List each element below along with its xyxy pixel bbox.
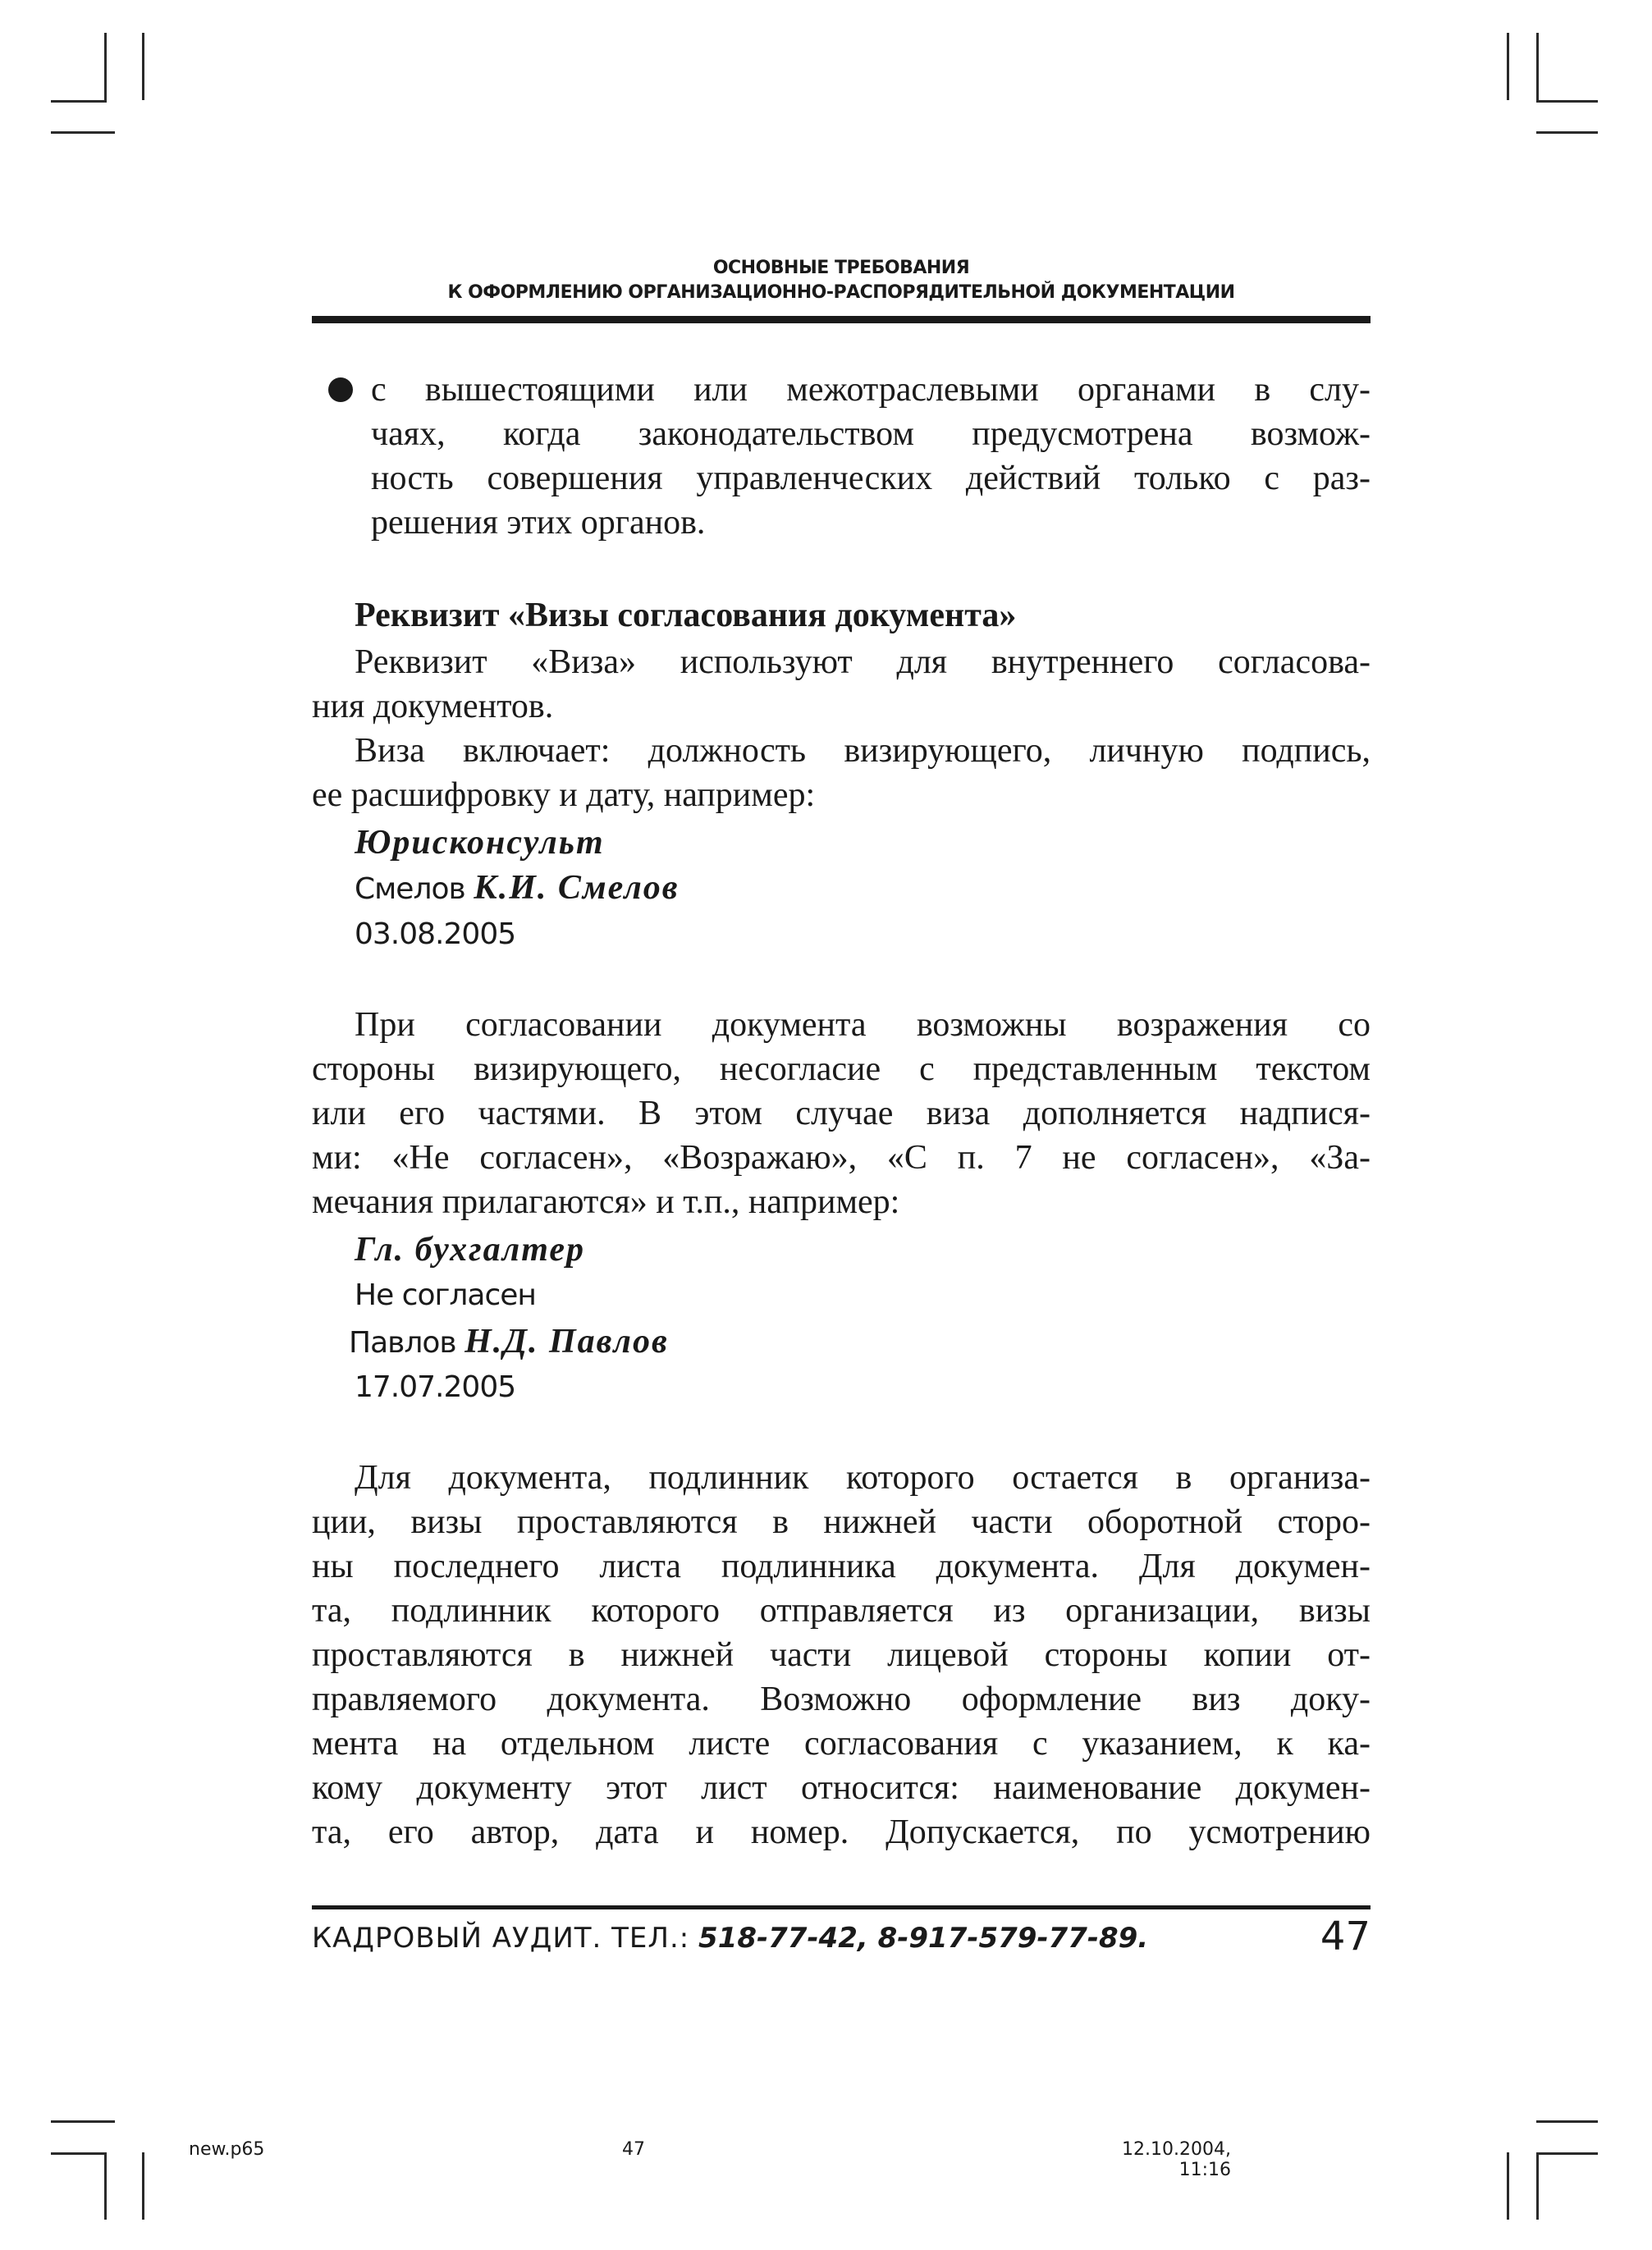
footer-label: КАДРОВЫЙ АУДИТ. ТЕЛ.: (312, 1922, 690, 1955)
crop-mark (1536, 33, 1539, 100)
running-header (312, 256, 1371, 305)
text-line: стороны визирующего, несогласие с представленным текстом (312, 1050, 1371, 1088)
visa-name: Н.Д. Павлов (464, 1323, 669, 1361)
bullet-text-last (371, 501, 705, 545)
text-line: ее расшифровку и дату, например: (312, 776, 816, 814)
crop-mark (1536, 2152, 1539, 2220)
handwritten-signature: Павлов (349, 1326, 456, 1360)
paragraph (355, 1003, 1371, 1047)
text-line: чаях, когда законодательством предусмотрена возмож- (371, 415, 1371, 453)
visa-date: 03.08.2005 (355, 917, 516, 951)
text-line: мента на отдельном листе согласования с указанием, к ка- (312, 1725, 1371, 1763)
slug-filename: new.p65 (189, 2139, 265, 2160)
text-line: та, его автор, дата и номер. Допускается, по усмотрению (312, 1813, 1371, 1851)
running-header-line1: ОСНОВНЫЕ ТРЕБОВАНИЯ (712, 258, 970, 278)
running-header-line2: К ОФОРМЛЕНИЮ ОРГАНИЗАЦИОННО-РАСПОРЯДИТЕЛЬНОЙ ДОКУМЕНТАЦИИ (447, 282, 1235, 303)
text-line: ния документов. (312, 688, 554, 725)
visa-position: Гл. бухгалтер (355, 1231, 585, 1269)
footer-phones: 518-77-42, 8-917-579-77-89. (698, 1922, 1149, 1955)
text-line: решения этих органов. (371, 504, 706, 542)
text-line: Для документа, подлинник которого остается в организа- (355, 1459, 1371, 1497)
crop-mark (104, 2152, 107, 2220)
visa-date: 17.07.2005 (355, 1370, 516, 1404)
handwritten-signature: Смелов (355, 872, 465, 906)
text-line: Виза включает: должность визирующего, личную подпись, (355, 732, 1371, 770)
footer-rule (312, 1905, 1371, 1909)
crop-mark (1507, 33, 1509, 100)
visa-signature-line (355, 866, 680, 912)
text-line: ми: «Не согласен», «Возражаю», «С п. 7 не согласен», «За- (312, 1139, 1371, 1177)
crop-mark (142, 2152, 144, 2220)
crop-mark (1536, 2120, 1598, 2123)
paragraph-end (312, 773, 815, 817)
text-line: или его частями. В этом случае виза дополняется надпися- (312, 1095, 1371, 1132)
crop-mark (51, 131, 115, 134)
crop-mark (1536, 100, 1598, 103)
text-line: проставляются в нижней части лицевой стороны копии от- (312, 1636, 1371, 1674)
text-line: та, подлинник которого отправляется из организации, визы (312, 1592, 1371, 1630)
paragraph-end (312, 1180, 899, 1224)
paragraph-end (312, 684, 553, 729)
page-number: 47 (1320, 1914, 1371, 1960)
text-line: При согласовании документа возможны возражения со (355, 1006, 1371, 1044)
visa-note: Не согласен (355, 1278, 536, 1312)
header-rule (312, 316, 1371, 323)
slug-page: 47 (622, 2139, 645, 2160)
visa-signature-line (349, 1319, 669, 1365)
bullet-icon (328, 377, 353, 402)
crop-mark (51, 2152, 107, 2155)
slug-timestamp: 12.10.2004, 11:16 (1122, 2139, 1231, 2180)
text-line: кому документу этот лист относится: наименование докумен- (312, 1769, 1371, 1807)
text-line: с вышестоящими или межотраслевыми органами в слу- (371, 371, 1371, 409)
text-line: ность совершения управленческих действий только с раз- (371, 460, 1371, 497)
crop-mark (1536, 2152, 1598, 2155)
text-line: ны последнего листа подлинника документа. Для докумен- (312, 1548, 1371, 1585)
crop-mark (51, 2120, 115, 2123)
text-line: ции, визы проставляются в нижней части оборотной сторо- (312, 1503, 1371, 1541)
visa-name: К.И. Смелов (474, 869, 680, 907)
visa-position: Юрисконсульт (355, 824, 605, 862)
paragraph (355, 729, 1371, 773)
paragraph (312, 1500, 1371, 1854)
section-heading: Реквизит «Визы согласования документа» (355, 597, 1017, 634)
crop-mark (142, 33, 144, 100)
footer-line (312, 1920, 1148, 1956)
paragraph (312, 1047, 1371, 1180)
crop-mark (1536, 131, 1598, 134)
bullet-text (371, 368, 1371, 501)
text-line: мечания прилагаются» и т.п., например: (312, 1183, 900, 1221)
paragraph (355, 640, 1371, 684)
paragraph (355, 1456, 1371, 1500)
crop-mark (104, 33, 107, 100)
crop-mark (1507, 2152, 1509, 2220)
crop-mark (51, 100, 107, 103)
text-line: правляемого документа. Возможно оформление виз доку- (312, 1681, 1371, 1718)
text-line: Реквизит «Виза» используют для внутреннего согласова- (355, 643, 1371, 681)
